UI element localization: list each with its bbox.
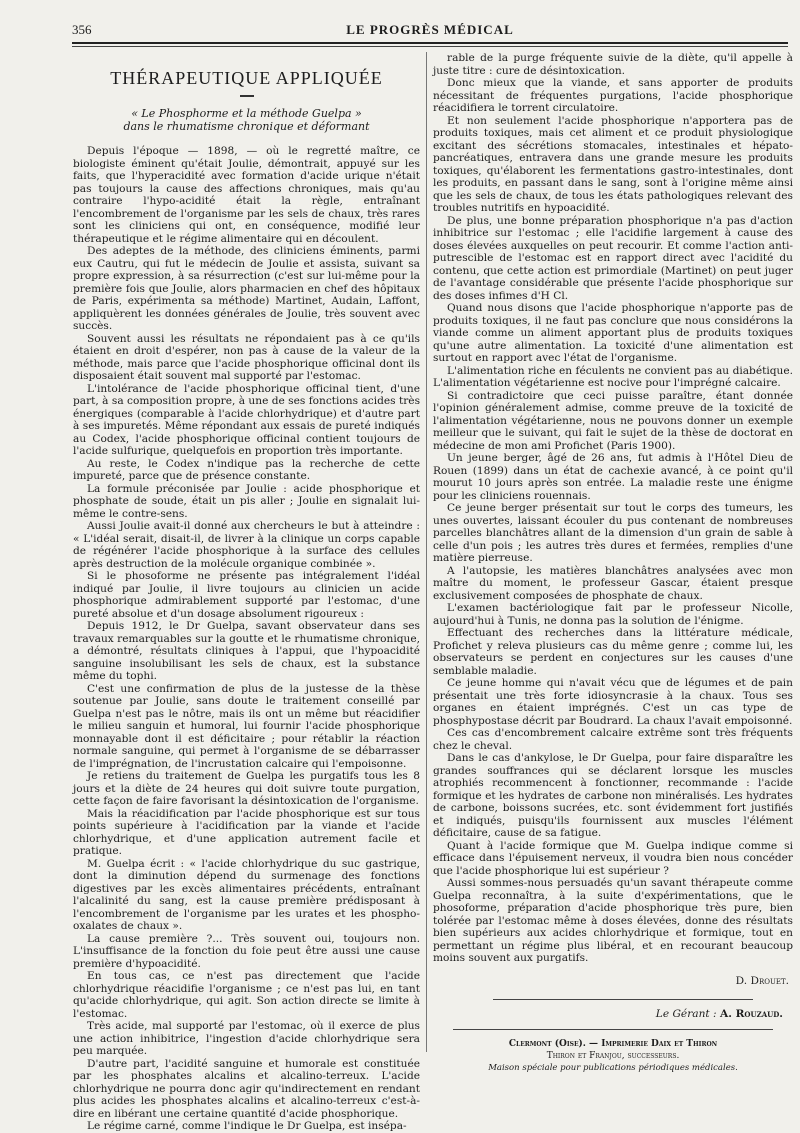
subtitle-line-1: « Le Phosphorme et la méthode Guelpa »: [131, 107, 362, 120]
gerant-name: A. Rouzaud.: [719, 1008, 783, 1020]
right-column-body: [433, 52, 793, 965]
paragraph: Ce jeune homme qui n'avait vécu que de légumes et de pain présentait une très forte idiosyncrasie à la chaux. Tous ses organes en étaient imprégnés. C'est un cas type de phosphypostase décrit par Boudrard. La chaux l'avait empoisonné.: [433, 677, 793, 727]
paragraph: M. Guelpa écrit : « l'acide chlorhydrique du suc gastrique, dont la diminution dépend du surmenage des fonctions digestives par les excès alimentaires précédents, entraînant l'alcalinité du sang, est la cause première prédisposant à l'encombrement de l'organisme par les urates et les phospho-oxalates de chaux ».: [73, 857, 420, 932]
printer-line-2: Thiron et Franjou, successeurs.: [546, 1050, 680, 1061]
right-column: [433, 52, 793, 1073]
paragraph: Des adeptes de la méthode, des cliniciens éminents, parmi eux Cautru, qui fut le médecin de Joulie et assista, suivant sa propre expression, à sa résurrection (c'est sur lui-même pour la première fois que Joulie, alors pharmacien en chef des hôpitaux de Paris, expérimenta sa méthode) Martinet, Audain, Laffont, appliquèrent les données générales de Joulie, très souvent avec succès.: [73, 245, 420, 332]
paragraph: L'intolérance de l'acide phosphorique officinal tient, d'une part, à sa composition propre, à une de ses fonctions acides très énergiques (comparable à l'acide chlorhydrique) et d'autre part à ses impuretés. Même répondant aux essais de pureté indiqués au Codex, l'acide phosphorique officinal contient toujours de l'acide sulfurique, quelquefois en proportion très importante.: [73, 382, 420, 457]
article-title: THÉRAPEUTIQUE APPLIQUÉE: [110, 68, 383, 88]
paragraph: En tous cas, ce n'est pas directement que l'acide chlorhydrique réacidifie l'organisme ; ce n'est pas lui, en tant qu'acide chlorhydrique, qui agit. Son action directe se limite à l'estomac.: [73, 970, 420, 1020]
printer-line-3: Maison spéciale pour publications périodiques médicales.: [488, 1062, 738, 1073]
paragraph: La formule préconisée par Joulie : acide phosphorique et phosphate de soude, était un pis aller ; Joulie en signalait lui-même le contre-sens.: [73, 482, 420, 520]
printer-rule: [453, 1029, 773, 1030]
page-header: [72, 22, 788, 40]
article-subtitle: [73, 107, 420, 133]
column-divider: [426, 52, 427, 1052]
paragraph: L'alimentation riche en féculents ne convient pas au diabétique. L'alimentation végétarienne est nocive pour l'imprégné calcaire.: [433, 364, 793, 389]
paragraph: Mais la réacidification par l'acide phosphorique est sur tous points supérieure à l'acidification par la viande et l'acide chlorhydrique, et d'une application autrement facile et pratique.: [73, 807, 420, 857]
subtitle-line-2: dans le rhumatisme chronique et déformant: [123, 120, 370, 133]
paragraph: Depuis 1912, le Dr Guelpa, savant observateur dans ses travaux remarquables sur la goutte et le rhumatisme chronique, a démontré, résultats cliniques à l'appui, que l'hypoacidité sanguine insolubilisant les sels de chaux, est la substance même du tophi.: [73, 620, 420, 682]
paragraph: Ces cas d'encombrement calcaire extrême sont très fréquents chez le cheval.: [433, 727, 793, 752]
gerant-label: Le Gérant :: [655, 1008, 717, 1020]
gerant-line: [433, 1008, 783, 1021]
paragraph: La cause première ?... Très souvent oui, toujours non. L'insuffisance de la fonction du foie peut être aussi une cause première d'hypoacidité.: [73, 932, 420, 970]
paragraph: Si le phosoforme ne présente pas intégralement l'idéal indiqué par Joulie, il livre toujours au clinicien un acide phosphorique admirablement supporté par l'estomac, d'une pureté absolue et d'un dosage absolument rigoureux :: [73, 570, 420, 620]
header-rule-thin: [72, 46, 788, 47]
paragraph: D'autre part, l'acidité sanguine et humorale est constituée par les phosphates alcalins et alcalino-terreux. L'acide chlorhydrique ne pourra donc agir qu'indirectement en rendant plus acides les phosphates alcalins et alcalino-terreux c'est-à-dire en libérant une certaine quantité d'acide phosphorique.: [73, 1057, 420, 1120]
paragraph: Le régime carné, comme l'indique le Dr Guelpa, est insépa-: [87, 1120, 407, 1132]
paragraph: Si contradictoire que ceci puisse paraître, étant donnée l'opinion généralement admise, comme preuve de la toxicité de l'alimentation végétarienne, nous ne pouvons donner un exemple meilleur que le suivant, qui fait le sujet de la thèse de doctorat en médecine de mon ami Profichet (Paris 1900).: [433, 389, 793, 452]
paragraph: Ce jeune berger présentait sur tout le corps des tumeurs, les unes ouvertes, laissant écouler du pus contenant de nombreuses parcelles blanchâtres allant de la dimension d'un grain de sable à celle d'un pois ; les autres très dures et fermées, remplies d'une matière pierreuse.: [433, 502, 793, 564]
title-separator: [240, 95, 254, 97]
paragraph: Au reste, le Codex n'indique pas la recherche de cette impureté, parce que de présence constante.: [73, 457, 420, 482]
paragraph: Et non seulement l'acide phosphorique n'apportera pas de produits toxiques, mais cet aliment et ce produit physiologique excitant des sécrétions stomacales, intestinales et hépato-pancréatiques, entravera dans une grande mesure les produits toxiques, qu'élaborent les fermentations gastro-intestinales, dont les produits, en passant dans le sang, sont à l'origine même ainsi que les sels de chaux, de tous les états pathologiques relevant des troubles nutritifs en hypoacidité.: [433, 114, 793, 214]
journal-title: LE PROGRÈS MÉDICAL: [346, 22, 514, 37]
paragraph: Effectuant des recherches dans la littérature médicale, Profichet y releva plusieurs cas du même genre ; comme lui, les observateurs se perdent en conjectures sur les causes d'une semblable maladie.: [433, 627, 793, 677]
printer-line-1: Clermont (Oise). — Imprimerie Daix et Thiron: [508, 1038, 718, 1049]
paragraph: rable de la purge fréquente suivie de la diète, qu'il appelle à juste titre : cure de désintoxication.: [433, 52, 793, 77]
header-rule-thick: [72, 42, 788, 44]
printer-block: [433, 1038, 793, 1074]
author-signature: D. Drouet.: [735, 974, 789, 987]
paragraph: Aussi Joulie avait-il donné aux chercheurs le but à atteindre : « L'idéal serait, disait-il, de livrer à la clinique un corps capable de régénérer l'acide phosphorique à la surface des cellules après destruction de la molécule organique combinée ».: [73, 520, 420, 570]
paragraph: Donc mieux que la viande, et sans apporter de produits nécessitant de fréquentes purgations, l'acide phosphorique réacidifiera le torrent circulatoire.: [433, 77, 793, 114]
paragraph: A l'autopsie, les matières blanchâtres analysées avec mon maître du moment, le professeur Gascar, étaient presque exclusivement composées de phosphate de chaux.: [433, 564, 793, 602]
paragraph: Je retiens du traitement de Guelpa les purgatifs tous les 8 jours et la diète de 24 heures qui doit suivre toute purgation, cette façon de faire favorisant la désintoxication de l'organisme.: [73, 770, 420, 807]
paragraph: L'examen bactériologique fait par le professeur Nicolle, aujourd'hui à Tunis, ne donna pas la solution de l'énigme.: [433, 602, 793, 627]
paragraph: Quant à l'acide formique que M. Guelpa indique comme si efficace dans l'épuisement nerveux, il voudra bien nous concéder que l'acide phosphorique lui est supérieur ?: [433, 839, 793, 877]
page-number: 356: [72, 22, 92, 37]
paragraph: Aussi sommes-nous persuadés qu'un savant thérapeute comme Guelpa reconnaîtra, à la suite d'expérimentations, que le phosoforme, préparation d'acide phosphorique très pure, bien tolérée par l'estomac même à doses élevées, donne des résultats bien supérieurs aux acides chlorhydrique et formique, tout en permettant un régime plus libéral, et en recourant beaucoup moins souvent aux purgatifs.: [433, 877, 793, 964]
paragraph: Souvent aussi les résultats ne répondaient pas à ce qu'ils étaient en droit d'espérer, non pas à cause de la valeur de la méthode, mais parce que l'acide phosphorique officinal dont ils disposaient était souvent mal supporté par l'estomac.: [73, 332, 420, 382]
paragraph: De plus, une bonne préparation phosphorique n'a pas d'action inhibitrice sur l'estomac ; elle l'acidifie largement à cause des doses élevées auxquelles on peut recourir. Et comme l'action anti-putrescible de l'estomac est en rapport direct avec l'acidité du contenu, que cette action est primordiale (Martinet) on peut juger de l'avantage considérable que présente l'acide phosphorique sur des doses infimes d'H Cl.: [433, 214, 793, 302]
left-column: [73, 52, 420, 1132]
paragraph: Dans le cas d'ankylose, le Dr Guelpa, pour faire disparaître les grandes souffrances qui se déclarent lorsque les muscles atrophiés recommencent à fonctionner, recommande : l'acide formique et les hydrates de carbone non minéralisés. Les hydrates de carbone, boissons sucrées, etc. sont évidemment fort justifiés et indiqués, puisqu'ils fournissent aux muscles l'élément déficitaire, cause de sa fatigue.: [433, 752, 793, 839]
footer-rule: [493, 999, 753, 1000]
paragraph: Très acide, mal supporté par l'estomac, où il exerce de plus une action inhibitrice, l'ingestion d'acide chlorhydrique sera peu marquée.: [73, 1020, 420, 1057]
paragraph: C'est une confirmation de plus de la justesse de la thèse soutenue par Joulie, sans doute le traitement conseillé par Guelpa n'est pas le nôtre, mais ils ont un même but réacidifier le milieu sanguin et humoral, lui fournir l'acide phosphorique monnayable dont il est déficitaire ; pour rétablir la réaction normale sanguine, qui permet à l'organisme de se débarrasser de l'imprégnation, de l'incrustation calcaire qui l'empoisonne.: [73, 682, 420, 770]
left-column-body: [73, 145, 420, 1133]
paragraph: Quand nous disons que l'acide phosphorique n'apporte pas de produits toxiques, il ne faut pas conclure que nous considérons la viande comme un aliment apportant plus de produits toxiques qu'une autre alimentation. La toxicité d'une alimentation est surtout en rapport avec l'état de l'organisme.: [433, 302, 793, 364]
paragraph: Depuis l'époque — 1898, — où le regretté maître, ce biologiste éminent qu'était Joulie, démontrait, appuyé sur les faits, que l'hyperacidité avec formation d'acide urique n'était pas toujours la cause des affections chroniques, mais qu'au contraire l'hypo-acidité était la règle, entraînant l'encombrement de l'organisme par les sels de chaux, très rares sont les cliniciens qui ont, en conséquence, modifié leur thérapeutique et le régime alimentaire qui en découlent.: [73, 145, 420, 245]
paragraph: Un jeune berger, âgé de 26 ans, fut admis à l'Hôtel Dieu de Rouen (1899) dans un état de cachexie avancé, à ce point qu'il mourut 10 jours après son entrée. La maladie reste une énigme pour les cliniciens rouennais.: [433, 452, 793, 502]
